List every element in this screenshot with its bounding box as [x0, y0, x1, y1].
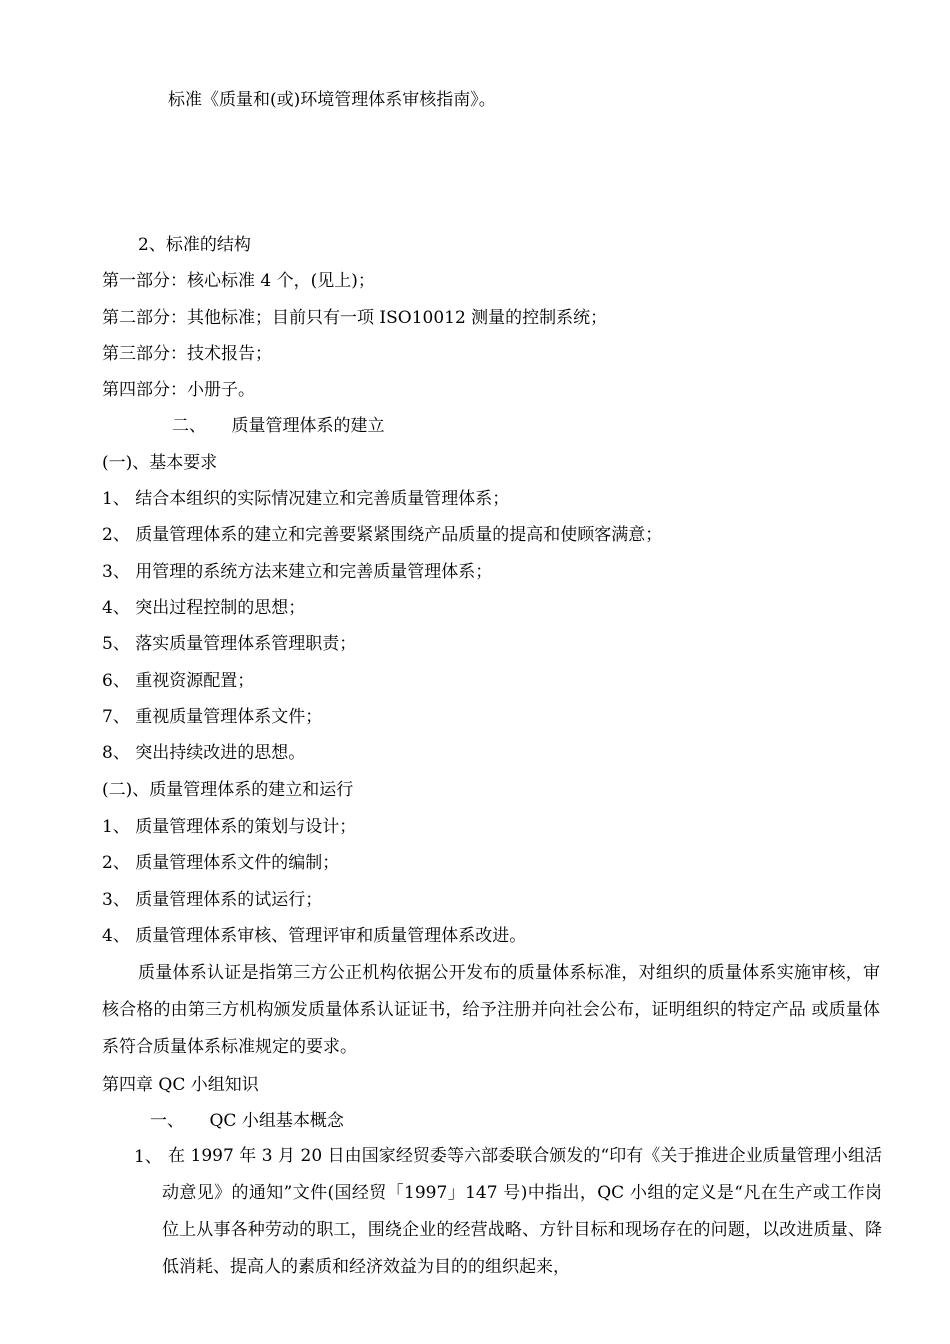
- basic-item-1: 1、 结合本组织的实际情况建立和完善质量管理体系；: [102, 489, 510, 509]
- certification-paragraph: 质量体系认证是指第三方公正机构依据公开发布的质量体系标准，对组织的质量体系实施审核，审核合格的由第三方机构颁发质量体系认证证书，给予注册并向社会公布，证明组织的特定产品 或质量体系符合质量体系标准规定的要求。: [102, 963, 880, 1057]
- intro-line: 标准《质量和(或)环境管理体系审核指南》。: [168, 90, 496, 110]
- basic-item-3: 3、 用管理的系统方法来建立和完善质量管理体系；: [102, 562, 493, 582]
- structure-part-1: 第一部分：核心标准 4 个，(见上)；: [102, 271, 375, 291]
- operation-item-3: 3、 质量管理体系的试运行；: [102, 890, 323, 910]
- basic-item-4: 4、 突出过程控制的思想；: [102, 598, 306, 618]
- qc-item-1-text: 在 1997 年 3 月 20 日由国家经贸委等六部委联合颁发的“印有《关于推进企业质量管理小组活动意见》的通知”文件(国经贸「1997」147 号)中指出，QC 小组的定义是“凡在生产或工作岗位上从事各种劳动的职工，围绕企业的经营战略、方针目标和现场存在的问题，以改进质量、降低消耗、提高人的素质和经济效益为目的的组织起来，: [162, 1146, 882, 1277]
- operation-item-1: 1、 质量管理体系的策划与设计；: [102, 817, 357, 837]
- section-two-heading: 二、 质量管理体系的建立: [172, 416, 385, 436]
- structure-part-3: 第三部分：技术报告；: [102, 344, 272, 364]
- basic-item-5: 5、 落实质量管理体系管理职责；: [102, 634, 357, 654]
- basic-item-6: 6、 重视资源配置；: [102, 671, 255, 691]
- basic-item-8: 8、 突出持续改进的思想。: [102, 743, 306, 763]
- operation-heading: (二)、质量管理体系的建立和运行: [102, 780, 354, 800]
- operation-item-4: 4、 质量管理体系审核、管理评审和质量管理体系改进。: [102, 926, 527, 946]
- structure-heading: 2、标准的结构: [138, 235, 251, 255]
- basic-requirements-heading: (一)、基本要求: [102, 453, 218, 473]
- basic-item-7: 7、 重视质量管理体系文件；: [102, 707, 323, 727]
- chapter-four-heading: 第四章 QC 小组知识: [102, 1075, 259, 1095]
- basic-item-2: 2、 质量管理体系的建立和完善要紧紧围绕产品质量的提高和使顾客满意；: [102, 525, 663, 545]
- structure-part-2: 第二部分：其他标准；目前只有一项 ISO10012 测量的控制系统；: [102, 308, 608, 328]
- qc-item-1-number: 1、: [134, 1147, 162, 1167]
- operation-item-2: 2、 质量管理体系文件的编制；: [102, 853, 340, 873]
- structure-part-4: 第四部分：小册子。: [102, 380, 255, 400]
- qc-section-one-heading: 一、 QC 小组基本概念: [150, 1111, 344, 1131]
